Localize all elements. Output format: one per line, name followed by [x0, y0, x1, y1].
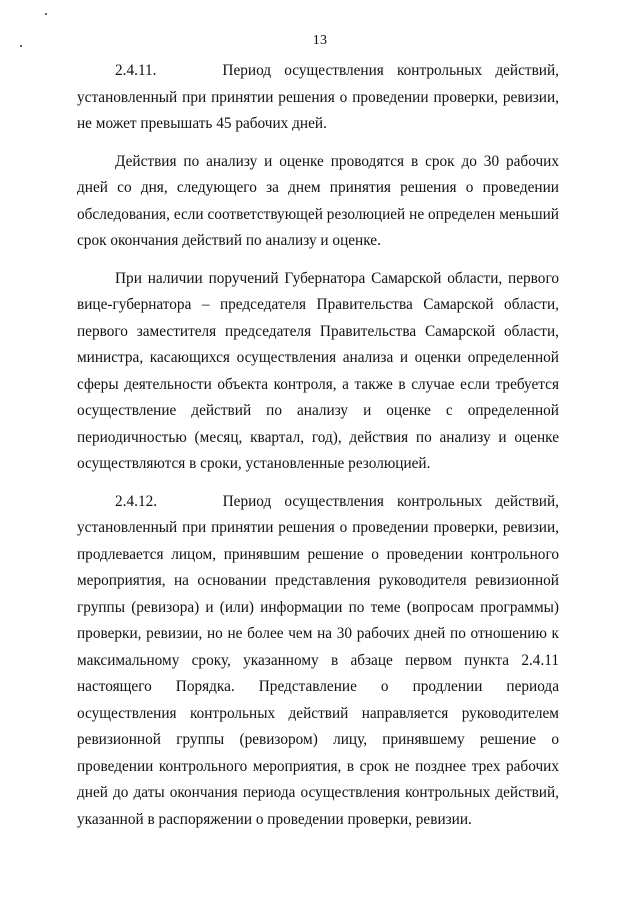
paragraph-2-4-12: 2.4.12. Период осуществления контрольных действий, установленный при принятии решения о проведении проверки, ревизии, продлевается лицом, принявшим решение о проведении контрольного мероприятия, на основании представления руководителя ревизионной группы (ревизора) и (или) информации по теме (вопросам программы) проверки, ревизии, но не более чем на 30 рабочих дней по отношению к максимальному сроку, указанному в абзаце первом пункта 2.4.11 настоящего Порядка. Представление о продлении периода осуществления контрольных действий направляется руководителем ревизионной группы (ревизором) лицу, принявшему решение о проведении контрольного мероприятия, в срок не позднее трех рабочих дней до даты окончания периода осуществления контрольных действий, указанной в распоряжении о проведении проверки, ревизии. — [77, 492, 559, 828]
page-number: 13 — [312, 33, 328, 48]
paragraph-2-4-11: 2.4.11. Период осуществления контрольных действий, установленный при принятии решения о проведении проверки, ревизии, не может превышать 45 рабочих дней. — [77, 62, 559, 132]
document-body — [77, 58, 559, 833]
scan-speck — [45, 13, 47, 15]
paragraph-governor-orders: При наличии поручений Губернатора Самарской области, первого вице-губернатора – председателя Правительства Самарской области, первого заместителя председателя Правительства Самарской области, министра, касающихся осуществления анализа и оценки определенной сферы деятельности объекта контроля, а также в случае если требуется осуществление действий по анализу и оценке с определенной периодичностью (месяц, квартал, год), действия по анализу и оценке осуществляются в сроки, установленные резолюцией. — [77, 269, 559, 472]
paragraph-analysis-term: Действия по анализу и оценке проводятся в срок до 30 рабочих дней со дня, следующего за днем принятия решения о проведении обследования, если соответствующей резолюцией не определен меньший срок окончания действий по анализу и оценке. — [77, 152, 559, 249]
